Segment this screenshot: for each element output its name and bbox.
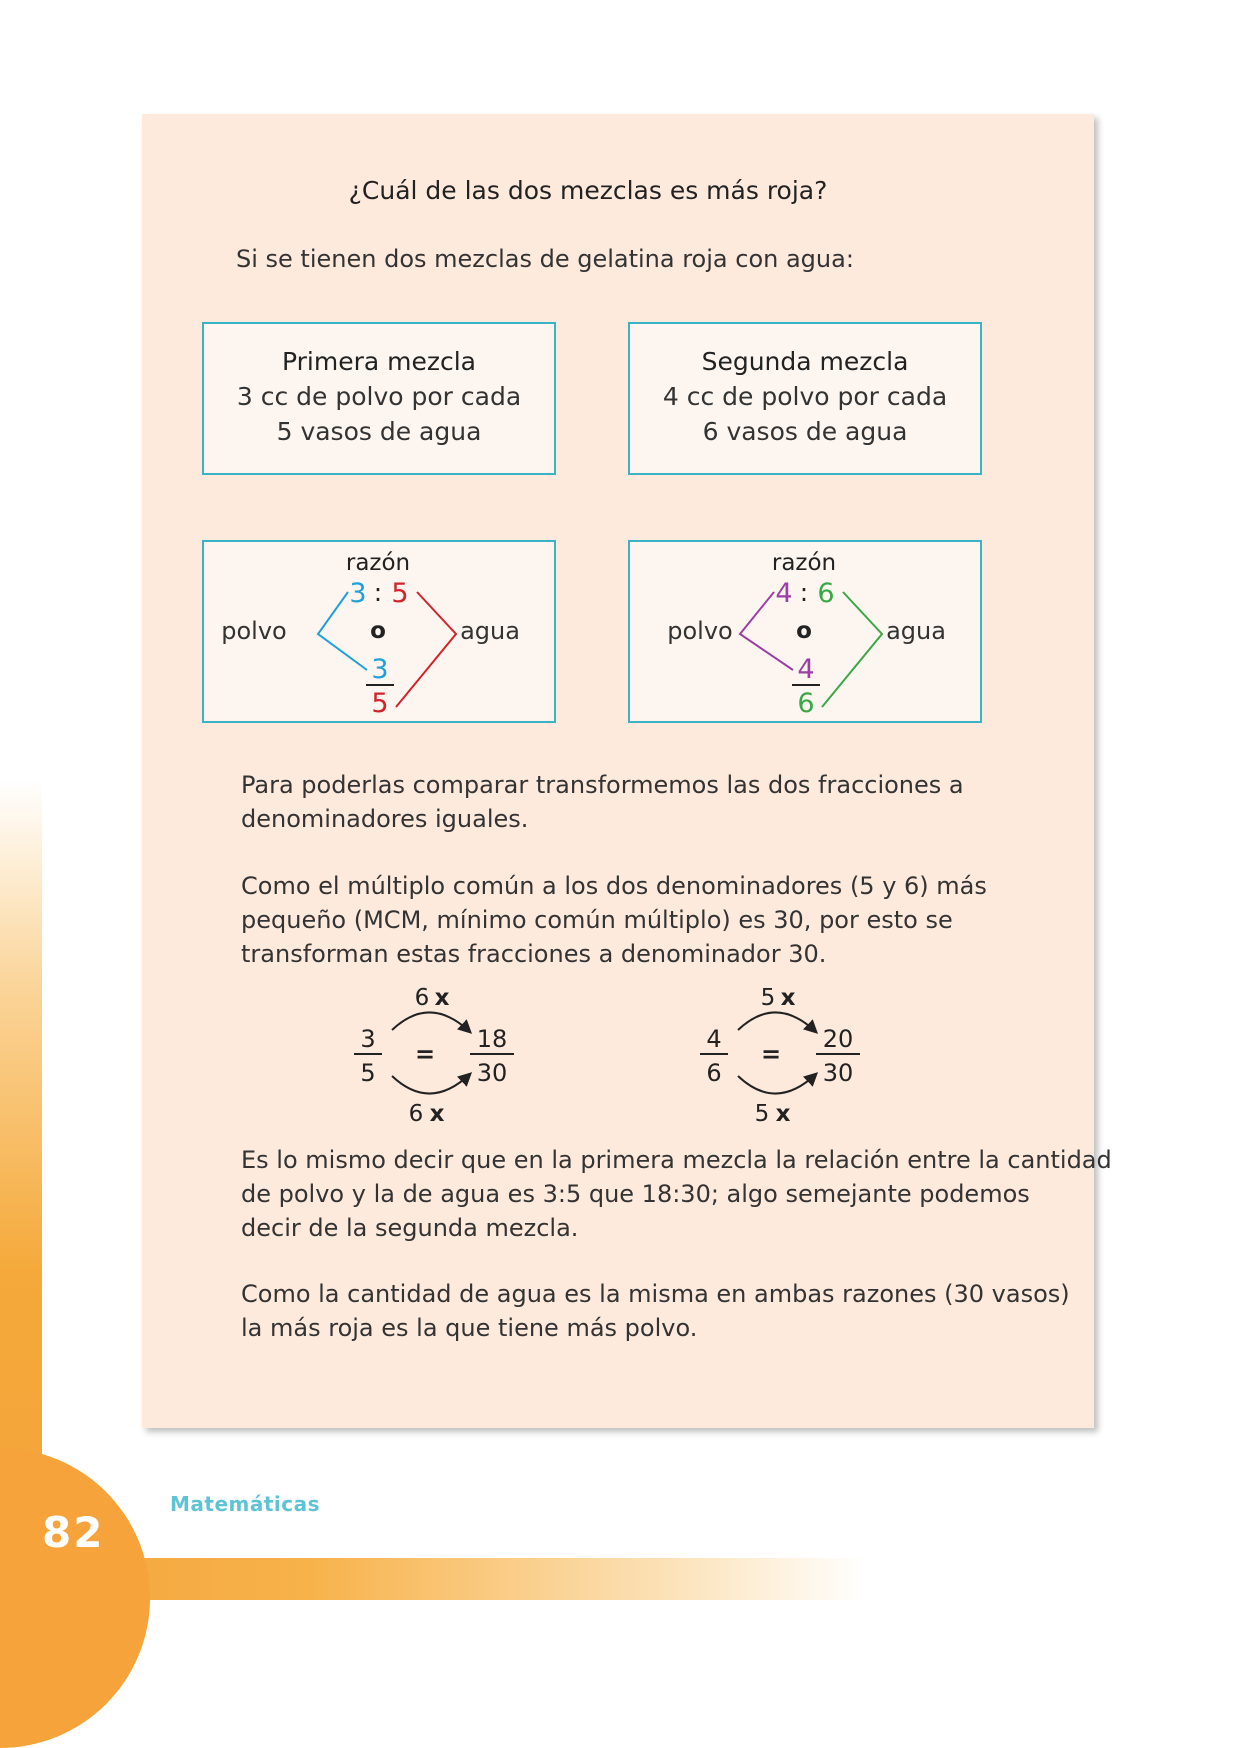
paragraph-compare-line2: denominadores iguales. [241, 805, 529, 833]
paragraph-same-relation-line1: Es lo mismo decir que en la primera mezcla la relación entre la cantidad [241, 1146, 1112, 1174]
original-denominator: 6 [706, 1059, 722, 1087]
paragraph-compare [241, 768, 964, 836]
agua-link-line [396, 592, 456, 707]
bottom-arrow-icon [738, 1074, 816, 1094]
ratio-label: razón [771, 550, 837, 576]
ratio-right-label: agua [886, 617, 946, 645]
paragraph-conclusion [241, 1277, 1070, 1345]
top-arrow-icon [392, 1012, 470, 1032]
ratio-left-label: polvo [221, 617, 287, 645]
ratio-denominator: 6 [817, 578, 835, 609]
first-mix-box [202, 322, 556, 475]
ratio-or: o [796, 618, 812, 644]
fraction-numerator: 3 [371, 654, 389, 685]
paragraph-same-relation-line3: decir de la segunda mezcla. [241, 1214, 579, 1242]
first-mix-line1: 3 cc de polvo por cada [236, 382, 522, 411]
first-ratio-box [202, 540, 556, 723]
ratio-colon: : [799, 578, 809, 607]
first-mix-line2: 5 vasos de agua [276, 417, 482, 446]
ratio-label: razón [345, 550, 411, 576]
bottom-multiplier: 6 [408, 1101, 424, 1127]
fraction-denominator: 5 [371, 688, 389, 719]
new-numerator: 20 [822, 1025, 854, 1053]
top-times-sign: x [434, 985, 450, 1011]
paragraph-conclusion-line1: Como la cantidad de agua es la misma en ambas razones (30 vasos) [241, 1280, 1070, 1308]
second-mix-heading: Segunda mezcla [701, 347, 909, 376]
equals-sign: = [414, 1040, 436, 1068]
paragraph-conclusion-line2: la más roja es la que tiene más polvo. [241, 1314, 698, 1342]
original-numerator: 3 [360, 1025, 376, 1053]
new-denominator: 30 [476, 1059, 508, 1087]
page-title: ¿Cuál de las dos mezclas es más roja? [348, 176, 828, 205]
fraction-numerator: 4 [797, 654, 815, 685]
new-numerator: 18 [476, 1025, 508, 1053]
ratio-colon: : [373, 578, 383, 607]
bottom-times-sign: x [429, 1101, 445, 1127]
page-corner-shape [0, 1448, 150, 1748]
ratio-right-label: agua [460, 617, 520, 645]
top-arrow-icon [738, 1012, 816, 1032]
top-times-sign: x [780, 985, 796, 1011]
paragraph-compare-line1: Para poderlas comparar transformemos las dos fracciones a [241, 771, 964, 799]
ratio-numerator: 4 [775, 578, 793, 609]
paragraph-same-relation-line2: de polvo y la de agua es 3:5 que 18:30; algo semejante podemos [241, 1180, 1030, 1208]
second-equivalence [686, 980, 886, 1130]
ratio-or: o [370, 618, 386, 644]
agua-link-line [822, 592, 882, 707]
paragraph-mcm-line1: Como el múltiplo común a los dos denominadores (5 y 6) más [241, 872, 987, 900]
second-mix-box [628, 322, 982, 475]
first-ratio-diagram [204, 542, 554, 721]
second-ratio-diagram [630, 542, 980, 721]
ratio-denominator: 5 [391, 578, 409, 609]
second-mix-line2: 6 vasos de agua [702, 417, 908, 446]
page-number: 82 [42, 1508, 105, 1557]
bottom-times-sign: x [775, 1101, 791, 1127]
ratio-left-label: polvo [667, 617, 733, 645]
bottom-multiplier: 5 [754, 1101, 770, 1127]
intro-text: Si se tienen dos mezclas de gelatina roja con agua: [236, 245, 854, 273]
bottom-arrow-icon [392, 1074, 470, 1094]
first-equivalence [340, 980, 540, 1130]
original-denominator: 5 [360, 1059, 376, 1087]
footer-subject: Matemáticas [170, 1492, 321, 1516]
bottom-decorative-strip [0, 1558, 1236, 1600]
top-multiplier: 6 [414, 985, 430, 1011]
original-numerator: 4 [706, 1025, 722, 1053]
ratio-numerator: 3 [349, 578, 367, 609]
top-multiplier: 5 [760, 985, 776, 1011]
fraction-denominator: 6 [797, 688, 815, 719]
paragraph-mcm-line3: transforman estas fracciones a denominador 30. [241, 940, 827, 968]
first-mix-heading: Primera mezcla [281, 347, 476, 376]
paragraph-same-relation [241, 1143, 1112, 1245]
second-mix-line1: 4 cc de polvo por cada [662, 382, 948, 411]
equals-sign: = [760, 1040, 782, 1068]
paragraph-mcm-line2: pequeño (MCM, mínimo común múltiplo) es 30, por esto se [241, 906, 953, 934]
second-ratio-box [628, 540, 982, 723]
paragraph-mcm [241, 869, 987, 971]
new-denominator: 30 [822, 1059, 854, 1087]
